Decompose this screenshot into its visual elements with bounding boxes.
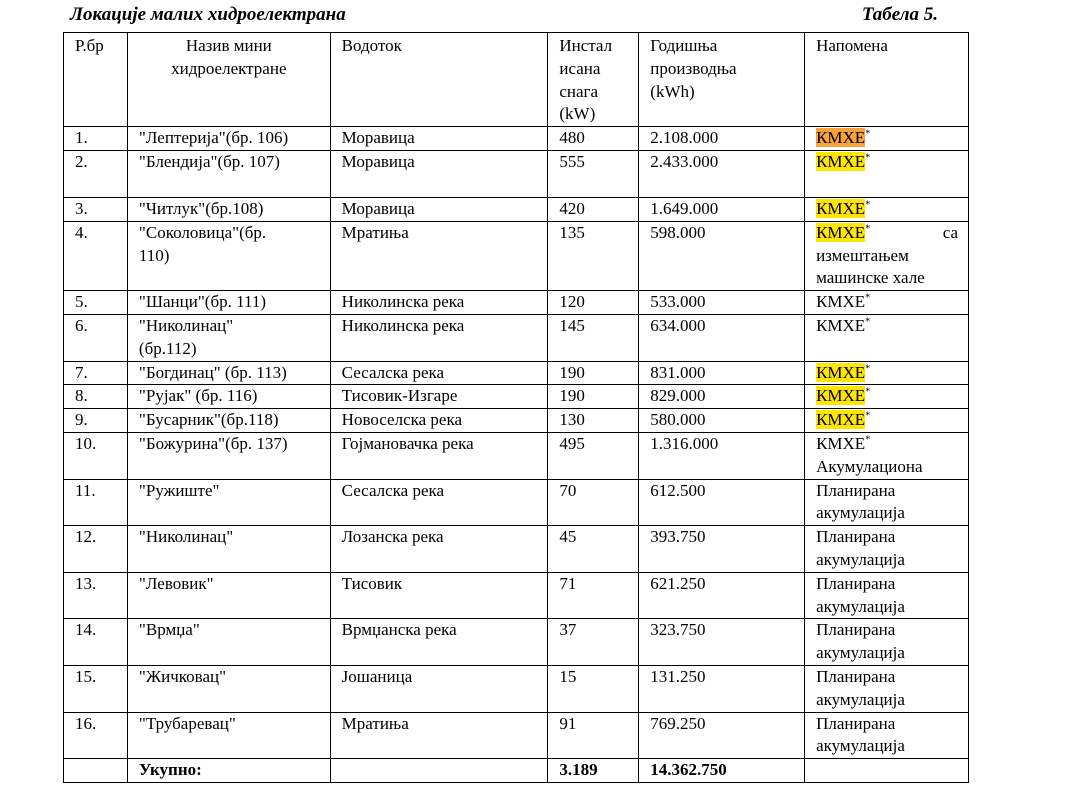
note-mark: КМХЕ [816,410,866,430]
header-production: Годишња производња (kWh) [639,33,805,127]
cell-num: 6. [64,314,128,361]
table-row [64,479,969,526]
cell-note: КМХЕ* [805,314,969,361]
cell-power: 190 [548,361,639,385]
note-mark: КМХЕ [816,222,866,242]
cell-name: "Жичковац" [127,665,330,712]
cell-num: 9. [64,409,128,433]
cell-name: "Шанци"(бр. 111) [127,291,330,315]
header-note: Напомена [805,33,969,127]
table-row [64,127,969,151]
cell-river [330,759,548,783]
cell-power: 120 [548,291,639,315]
header-river: Водоток [330,33,548,127]
header-num: Р.бр [64,33,128,127]
cell-production: 1.316.000 [639,432,805,479]
cell-power: 480 [548,127,639,151]
cell-name: "Николинац" (бр.112) [127,314,330,361]
cell-river: Моравица [330,127,548,151]
cell-name: "Божурина"(бр. 137) [127,432,330,479]
cell-note: КМХЕ* [805,291,969,315]
table-row [64,432,969,479]
table-row [64,385,969,409]
note-mark: КМХЕ [816,151,866,171]
cell-note: Планирана акумулација [805,665,969,712]
cell-production: 533.000 [639,291,805,315]
cell-production: 2.433.000 [639,150,805,197]
cell-name: "Лептерија"(бр. 106) [127,127,330,151]
table-row [64,150,969,197]
cell-production: 829.000 [639,385,805,409]
cell-river: Мратиња [330,221,548,290]
cell-note: Планирана акумулација [805,479,969,526]
cell-note: Планирана акумулација [805,572,969,619]
cell-river: Николинска река [330,314,548,361]
note-mark: КМХЕ [816,292,866,312]
cell-power: 15 [548,665,639,712]
note-mark: КМХЕ [816,315,866,335]
hydro-plants-table [63,32,969,783]
table-row [64,572,969,619]
cell-num: 4. [64,221,128,290]
cell-name: "Ружиште" [127,479,330,526]
cell-name: "Рујак" (бр. 116) [127,385,330,409]
cell-name: "Бусарник"(бр.118) [127,409,330,433]
cell-river: Мратиња [330,712,548,759]
cell-name: "Трубаревац" [127,712,330,759]
total-label: Укупно: [127,759,330,783]
cell-name: "Богдинац" (бр. 113) [127,361,330,385]
cell-note: КМХЕ* [805,409,969,433]
table-row [64,291,969,315]
cell-name: "Николинац" [127,526,330,573]
note-mark: КМХЕ [816,362,866,382]
cell-power: 71 [548,572,639,619]
caption-table-label: Табела 5. [861,4,938,25]
table-row [64,619,969,666]
cell-river: Тисовик-Изгаре [330,385,548,409]
cell-production: 2.108.000 [639,127,805,151]
cell-num: 16. [64,712,128,759]
cell-river: Тисовик [330,572,548,619]
cell-river: Врмџанска река [330,619,548,666]
cell-production: 393.750 [639,526,805,573]
header-name: Назив мини хидроелектране [127,33,330,127]
cell-num: 7. [64,361,128,385]
cell-production: 612.500 [639,479,805,526]
cell-name: "Блендија"(бр. 107) [127,150,330,197]
note-mark: КМХЕ [816,386,866,406]
cell-power: 70 [548,479,639,526]
cell-production: 831.000 [639,361,805,385]
cell-power: 91 [548,712,639,759]
cell-num: 3. [64,197,128,221]
cell-name: "Соколовица"(бр. 110) [127,221,330,290]
note-mark: КМХЕ [816,198,866,218]
cell-production: 131.250 [639,665,805,712]
cell-power: 37 [548,619,639,666]
cell-power: 555 [548,150,639,197]
cell-note: Планирана акумулација [805,619,969,666]
cell-power: 135 [548,221,639,290]
cell-river: Моравица [330,197,548,221]
cell-river: Сесалска река [330,361,548,385]
cell-num: 14. [64,619,128,666]
cell-river: Сесалска река [330,479,548,526]
caption-title: Локације малих хидроелектрана [70,4,346,25]
cell-power: 190 [548,385,639,409]
header-power: Инстал исана снага (kW) [548,33,639,127]
cell-num [64,759,128,783]
cell-note: КМХЕ* [805,197,969,221]
cell-note: КМХЕ* [805,385,969,409]
cell-production: 580.000 [639,409,805,433]
table-row [64,361,969,385]
cell-name: "Читлук"(бр.108) [127,197,330,221]
cell-note: КМХЕ* [805,361,969,385]
cell-production: 1.649.000 [639,197,805,221]
cell-note [805,759,969,783]
cell-river: Николинска река [330,291,548,315]
cell-note: Планирана акумулација [805,526,969,573]
table-row [64,197,969,221]
cell-production: 634.000 [639,314,805,361]
table-header-row [64,33,969,127]
cell-power: 130 [548,409,639,433]
cell-num: 8. [64,385,128,409]
cell-num: 2. [64,150,128,197]
cell-num: 1. [64,127,128,151]
cell-power: 145 [548,314,639,361]
cell-production: 621.250 [639,572,805,619]
cell-power: 420 [548,197,639,221]
cell-river: Јошаница [330,665,548,712]
table-row [64,665,969,712]
cell-num: 5. [64,291,128,315]
cell-production: 598.000 [639,221,805,290]
cell-note: КМХЕ* [805,150,969,197]
cell-production: 323.750 [639,619,805,666]
cell-power: 45 [548,526,639,573]
table-row [64,526,969,573]
cell-river: Гојмановачка река [330,432,548,479]
cell-river: Лозанска река [330,526,548,573]
cell-num: 12. [64,526,128,573]
cell-note: КМХЕ* са измештањем машинске хале [805,221,969,290]
cell-note: Планирана акумулација [805,712,969,759]
cell-river: Новоселска река [330,409,548,433]
cell-river: Моравица [330,150,548,197]
table-row [64,221,969,290]
cell-production: 769.250 [639,712,805,759]
total-row [64,759,969,783]
table-row [64,712,969,759]
cell-note: КМХЕ* Акумулациона [805,432,969,479]
cell-name: "Врмџа" [127,619,330,666]
cell-num: 13. [64,572,128,619]
cell-num: 15. [64,665,128,712]
total-power: 3.189 [548,759,639,783]
total-production: 14.362.750 [639,759,805,783]
table-row [64,409,969,433]
table-caption [70,4,938,26]
note-mark: КМХЕ [816,433,866,453]
table-row [64,314,969,361]
note-mark: КМХЕ [816,128,866,148]
cell-note: КМХЕ* [805,127,969,151]
cell-num: 10. [64,432,128,479]
cell-name: "Левовик" [127,572,330,619]
cell-power: 495 [548,432,639,479]
cell-num: 11. [64,479,128,526]
